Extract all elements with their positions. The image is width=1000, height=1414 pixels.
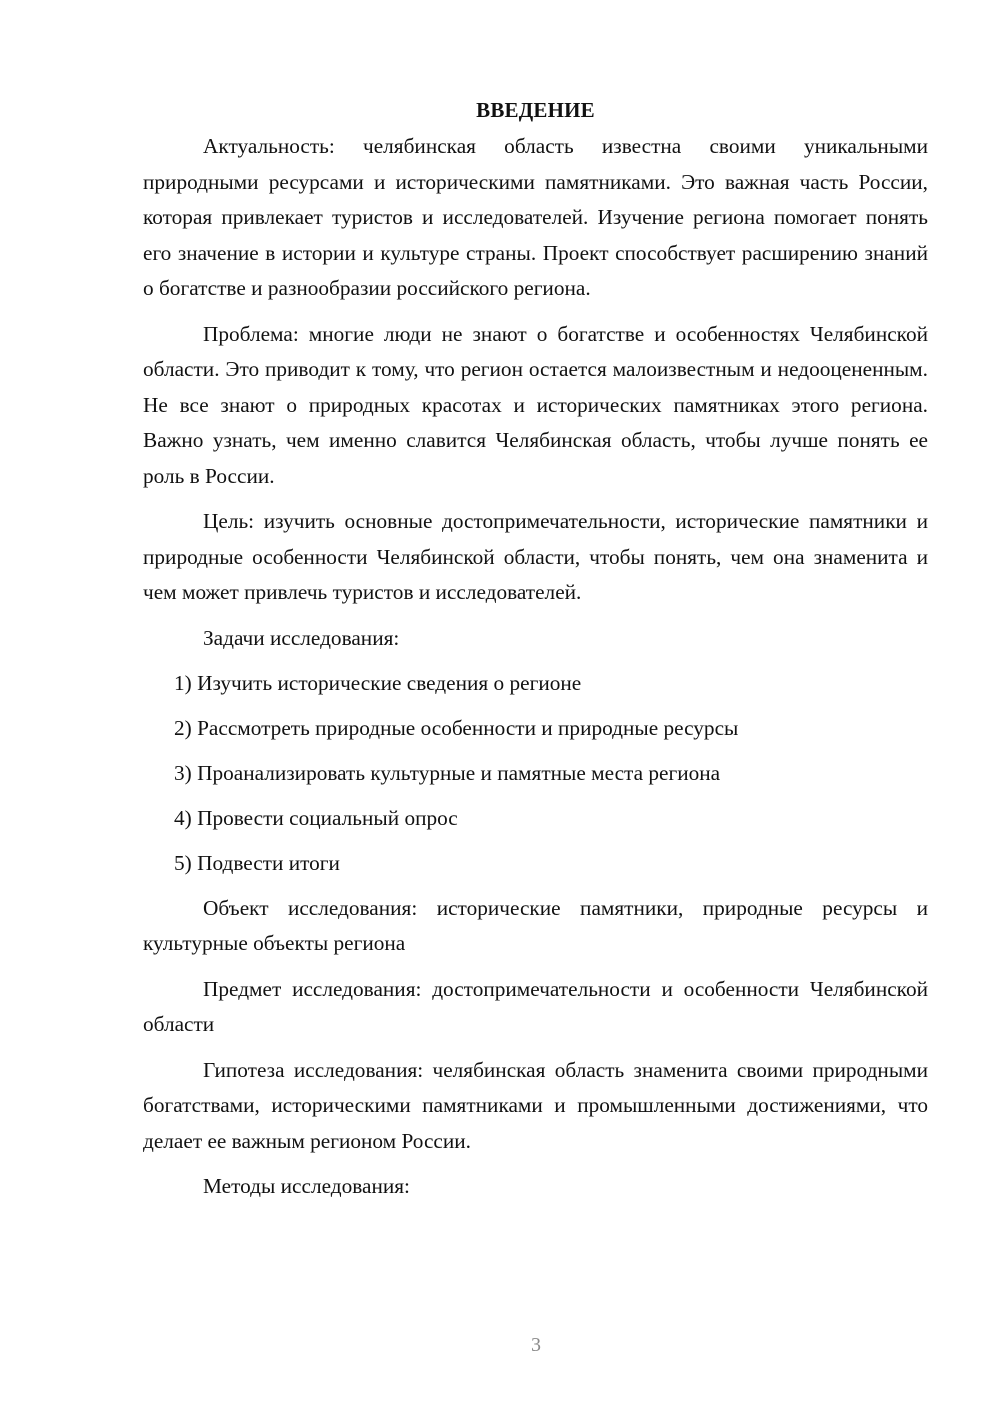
task-item-2: 2) Рассмотреть природные особенности и природные ресурсы bbox=[174, 715, 739, 740]
tasks-heading: Задачи исследования: bbox=[203, 625, 400, 650]
paragraph-goal: Цель: изучить основные достопримечательности, исторические памятники и природные особенности Челябинской области, чтобы понять, чем она знаменита и чем может привлечь туристов и исследователей. bbox=[143, 509, 928, 604]
task-item-4: 4) Провести социальный опрос bbox=[174, 805, 458, 830]
methods-heading: Методы исследования: bbox=[203, 1174, 410, 1198]
paragraph-subject: Предмет исследования: достопримечательности и особенности Челябинской области bbox=[143, 976, 928, 1036]
task-item-3: 3) Проанализировать культурные и памятные места региона bbox=[174, 760, 721, 785]
task-item-5: 5) Подвести итоги bbox=[174, 850, 340, 875]
paragraph-relevance: Актуальность: челябинская область известна своими уникальными природными ресурсами и историческими памятниками. Это важная часть России, которая привлекает туристов и исследователей. Изучение региона помогает понять его значение в истории и культуре страны. Проект способствует расширению знаний о богатстве и разнообразии российского региона. bbox=[143, 134, 928, 300]
page-title: ВВЕДЕНИЕ bbox=[476, 98, 595, 122]
paragraph-object: Объект исследования: исторические памятники, природные ресурсы и культурные объекты региона bbox=[143, 895, 928, 955]
task-item-1: 1) Изучить исторические сведения о регионе bbox=[174, 670, 582, 695]
paragraph-problem: Проблема: многие люди не знают о богатстве и особенностях Челябинской области. Это приводит к тому, что регион остается малоизвестным и недооцененным. Не все знают о природных красотах и исторических памятниках этого региона. Важно узнать, чем именно славится Челябинская область, чтобы лучше понять ее роль в России. bbox=[143, 321, 928, 488]
page-number: 3 bbox=[531, 1334, 541, 1356]
tasks-list bbox=[143, 666, 928, 882]
page-content bbox=[143, 94, 928, 1205]
paragraph-hypothesis: Гипотеза исследования: челябинская область знаменита своими природными богатствами, историческими памятниками и промышленными достижениями, что делает ее важным регионом России. bbox=[143, 1057, 928, 1153]
